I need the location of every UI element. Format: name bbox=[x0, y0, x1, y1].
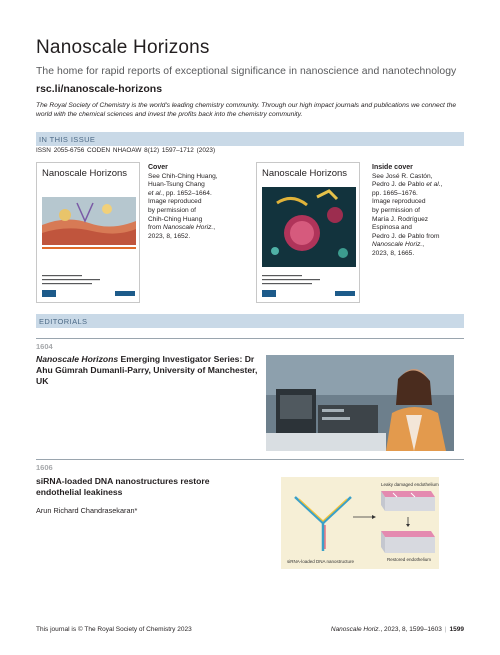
journal-title: Nanoscale Horizons bbox=[36, 37, 210, 58]
graphic-label-structure: siRNA-loaded DNA nanostructure bbox=[287, 559, 355, 564]
inside-cover-heading: Inside cover bbox=[372, 164, 413, 171]
footer-separator: | bbox=[444, 626, 447, 633]
cover-caption-text: See Chih-Ching Huang, Huan-Tsung Chang et al., pp. 1652–1664. Image reproduced by permission of Chih-Ching Huang from Nanoscale Horiz., 2023, 8, 1652. bbox=[148, 172, 218, 240]
cover-heading: Cover bbox=[148, 164, 168, 171]
graphic-label-leaky: Leaky damaged endothelium bbox=[381, 482, 439, 487]
journal-url[interactable]: rsc.li/nanoscale-horizons bbox=[36, 83, 163, 95]
article-author: Arun Richard Chandrasekaran* bbox=[36, 506, 138, 515]
article-page-number[interactable]: 1606 bbox=[36, 463, 53, 472]
graphic-label-restored: Restored endothelium bbox=[387, 557, 432, 562]
issue-meta: ISSN 2055-6756 CODEN NHAOAW 8(12) 1597–1712 (2023) bbox=[36, 147, 216, 154]
section-heading: EDITORIALS bbox=[39, 317, 88, 326]
article-page-number[interactable]: 1604 bbox=[36, 342, 53, 351]
footer-page-number: 1599 bbox=[449, 626, 464, 633]
inside-cover-image bbox=[257, 163, 360, 303]
journal-tagline: The home for rapid reports of exceptional significance in nanoscience and nanotechnology bbox=[36, 66, 457, 77]
section-bar-in-this-issue bbox=[36, 132, 464, 146]
cover-image bbox=[37, 163, 140, 303]
rsc-blurb: The Royal Society of Chemistry is the world's leading chemistry community. Through our high impact journals and publications we connect the world with the chemical sciences and invest the profits back into the chemistry community. bbox=[36, 102, 457, 118]
toc-graphic bbox=[281, 477, 439, 569]
article-divider bbox=[36, 338, 464, 339]
restored-endothelium-block bbox=[381, 531, 435, 553]
cover-caption bbox=[148, 164, 224, 241]
inside-cover-caption bbox=[372, 164, 464, 259]
footer-citation: Nanoscale Horiz., 2023, 8, 1599–1603 | 1599 bbox=[330, 626, 464, 633]
investigator-photo bbox=[266, 355, 454, 451]
article-title[interactable]: siRNA-loaded DNA nanostructures restore endothelial leakiness bbox=[36, 476, 210, 497]
cover-thumb-title-2: Nanoscale Horizons bbox=[262, 168, 348, 179]
cover-thumbnail[interactable] bbox=[36, 162, 140, 303]
article-divider bbox=[36, 459, 464, 460]
inside-cover-caption-text: See José R. Castón, Pedro J. de Pablo et al., pp. 1665–1676. Image reproduced by permission of María J. Rodríguez Espinosa and Pedro J. de Pablo from Nanoscale Horiz., 2023, 8, 1665. bbox=[372, 172, 443, 257]
inside-cover-thumbnail[interactable] bbox=[256, 162, 360, 303]
article-title[interactable]: Nanoscale Horizons Emerging Investigator Series: Dr Ahu Gümrah Dumanli-Parry, University of Manchester, UK bbox=[36, 354, 258, 386]
section-heading: IN THIS ISSUE bbox=[39, 135, 96, 144]
footer-copyright: This journal is © The Royal Society of Chemistry 2023 bbox=[36, 626, 192, 633]
section-bar-editorials bbox=[36, 314, 464, 328]
leaky-endothelium-block bbox=[381, 491, 435, 511]
cover-thumb-title-1: Nanoscale Horizons bbox=[42, 168, 128, 179]
